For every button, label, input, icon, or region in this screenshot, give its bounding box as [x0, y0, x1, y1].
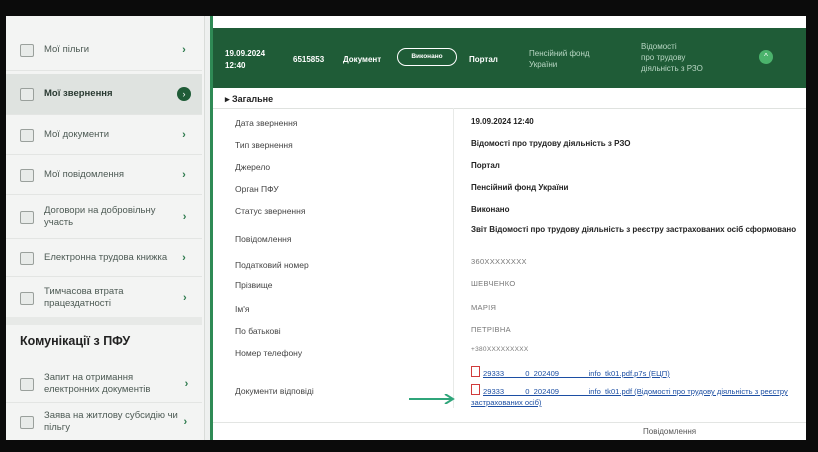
- field-label: По батькові: [235, 326, 281, 336]
- sidebar: [6, 16, 205, 440]
- doc-link-pdf[interactable]: [471, 384, 801, 408]
- sidebar-item-voluntary-contracts[interactable]: [6, 196, 202, 239]
- inbox-icon: [20, 88, 34, 101]
- field-value: 19.09.2024 12:40: [471, 117, 534, 126]
- field-label: Ім'я: [235, 304, 250, 314]
- status-badge: Виконано: [397, 48, 457, 66]
- section-title: Комунікації з ПФУ: [20, 334, 131, 348]
- book-icon: [20, 252, 34, 265]
- chevron-right-icon: ›: [182, 292, 187, 304]
- envelope-icon: [20, 211, 34, 224]
- sidebar-item-electronic-docs-request[interactable]: [6, 366, 202, 403]
- field-value: Пенсійний фонд України: [471, 183, 569, 192]
- sidebar-item-label: Мої пільги: [44, 44, 90, 55]
- checkbox-doc-icon: [20, 378, 34, 391]
- sidebar-item-benefits[interactable]: [6, 30, 202, 71]
- arrow-right-icon: [409, 394, 459, 404]
- field-value: Звіт Відомості про трудову діяльність з реєстру застрахованих осіб сформовано: [471, 225, 797, 234]
- sidebar-item-subsidy-application[interactable]: [6, 404, 202, 440]
- field-label: Номер телефону: [235, 348, 303, 358]
- sidebar-item-label: Тимчасова втрата працездатності: [44, 286, 124, 309]
- field-label: Прізвище: [235, 280, 273, 290]
- chevron-right-icon: ›: [182, 44, 186, 56]
- doc-type-line-1: Відомості: [641, 42, 677, 51]
- field-value: +380XXXXXXXXX: [471, 346, 529, 353]
- field-value: Відомості про трудову діяльність з РЗО: [471, 139, 631, 148]
- chevron-right-circle-icon: ›: [177, 87, 191, 101]
- field-label: Дата звернення: [235, 118, 298, 128]
- sidebar-item-label: Запит на отримання електронних документів: [44, 372, 151, 395]
- field-label: Орган ПФУ: [235, 184, 279, 194]
- sidebar-item-temporary-disability[interactable]: [6, 278, 202, 319]
- organ-line-1: Пенсійний фонд: [529, 49, 590, 58]
- request-time: 12:40: [225, 61, 246, 70]
- sidebar-item-label: Заява на житлову субсидію чи пільгу: [44, 410, 178, 433]
- document-icon: [20, 292, 34, 305]
- sidebar-item-messages[interactable]: [6, 156, 202, 195]
- doc-type-line-3: діяльність з РЗО: [641, 64, 703, 73]
- chevron-right-icon: ›: [184, 378, 189, 390]
- sidebar-item-label: Мої повідомлення: [44, 169, 124, 180]
- chevron-up-icon[interactable]: ^: [759, 50, 773, 64]
- field-label: Джерело: [235, 162, 271, 172]
- folder-icon: [20, 44, 34, 57]
- field-value: Виконано: [471, 205, 510, 214]
- request-date: 19.09.2024: [225, 49, 266, 58]
- request-number: 6515853: [293, 55, 325, 64]
- field-value: МАРІЯ: [471, 303, 497, 312]
- envelope-icon: [20, 169, 34, 182]
- divider: [213, 422, 806, 423]
- doc-link-text: 29333_____0_202409_______info_tk01.pdf (Відомості про трудову діяльність з реєстру застрахованих осіб): [471, 387, 788, 407]
- pdf-icon: [471, 384, 480, 395]
- field-label: Податковий номер: [235, 260, 309, 270]
- portal-content: [6, 16, 806, 440]
- divider: [213, 108, 806, 109]
- field-value: Портал: [471, 161, 500, 170]
- sidebar-item-employment-record[interactable]: [6, 240, 202, 277]
- sidebar-item-label: Мої звернення: [44, 88, 113, 99]
- field-value: 360XXXXXXXX: [471, 257, 527, 266]
- sidebar-item-requests[interactable]: [6, 74, 202, 115]
- field-value: ПЕТРІВНА: [471, 325, 511, 334]
- request-source: Портал: [469, 55, 498, 64]
- sidebar-item-documents[interactable]: [6, 116, 202, 155]
- request-header[interactable]: [213, 28, 806, 88]
- section-divider: [6, 317, 202, 325]
- chevron-right-icon: ›: [182, 252, 186, 264]
- field-label: Повідомлення: [235, 234, 292, 244]
- request-type: Документ: [343, 55, 382, 64]
- doc-link-text: 29333_____0_202409_______info_tk01.pdf.p7s (ЕЦП): [483, 369, 670, 378]
- docs-label: Документи відповіді: [235, 386, 314, 396]
- field-label: Тип звернення: [235, 140, 293, 150]
- doc-link-signature[interactable]: [471, 366, 801, 379]
- doc-type-line-2: про трудову: [641, 53, 686, 62]
- chevron-right-icon: ›: [182, 129, 186, 141]
- sidebar-item-label: Мої документи: [44, 129, 110, 140]
- organ-line-2: України: [529, 60, 558, 69]
- document-icon: [20, 416, 34, 429]
- chevron-right-icon: ›: [182, 211, 187, 223]
- sidebar-item-label: Договори на добровільну участь: [44, 205, 156, 228]
- general-heading-label: Загальне: [232, 94, 274, 104]
- field-value: ШЕВЧЕНКО: [471, 279, 516, 288]
- general-section-heading[interactable]: ▸ Загальне: [225, 94, 274, 104]
- chevron-right-icon: ›: [183, 416, 188, 428]
- divider: [453, 108, 454, 408]
- pdf-icon: [471, 366, 480, 377]
- document-icon: [20, 129, 34, 142]
- field-label: Статус звернення: [235, 206, 306, 216]
- sidebar-item-label: Електронна трудова книжка: [44, 252, 168, 263]
- chevron-right-icon: ›: [182, 169, 186, 181]
- footer-label: Повідомлення: [643, 427, 697, 436]
- request-details: [210, 16, 806, 440]
